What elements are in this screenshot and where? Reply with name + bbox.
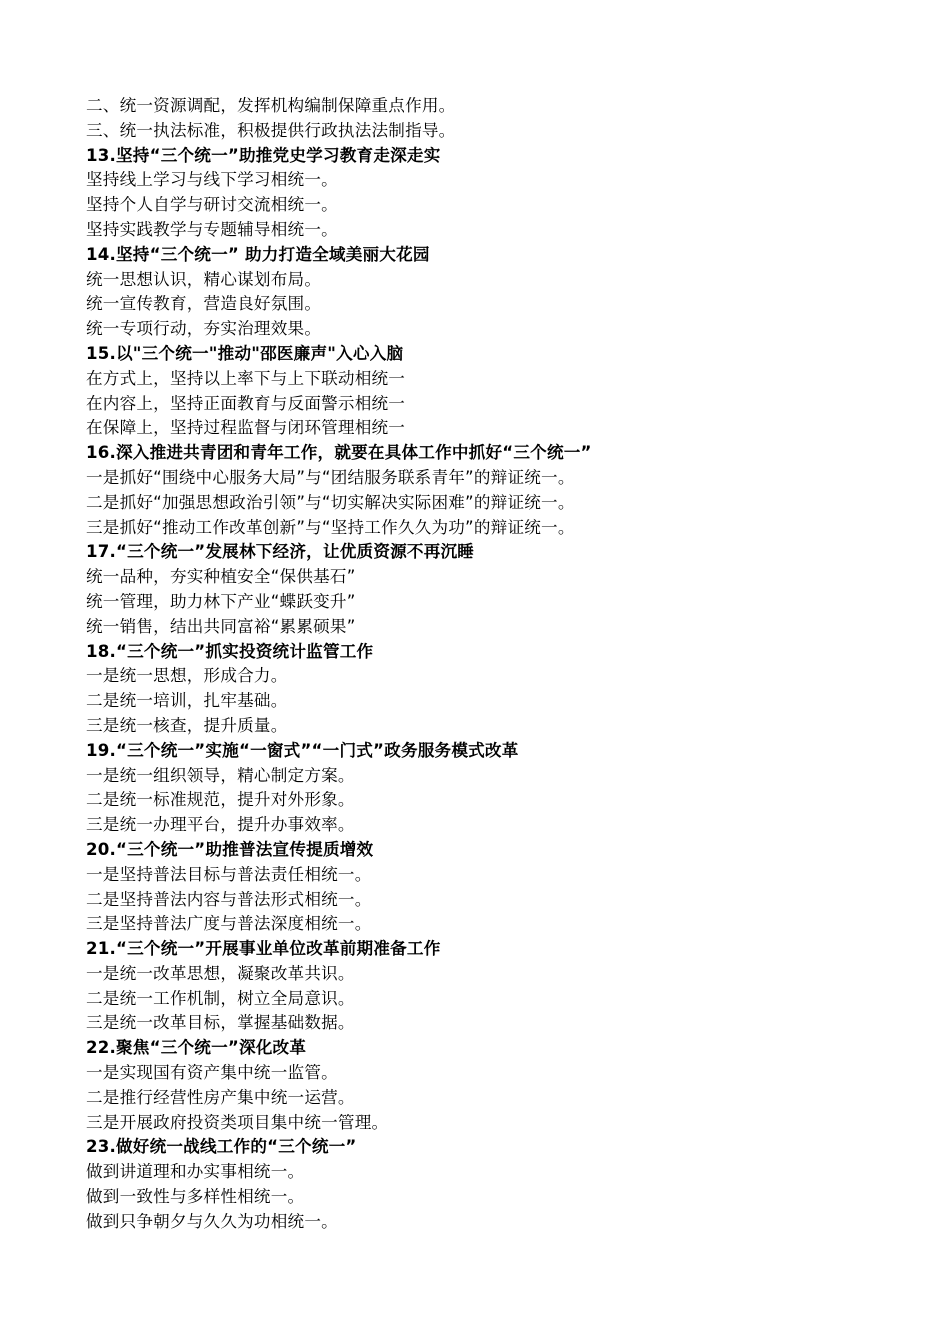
text-line: 三是开展政府投资类项目集中统一管理。 [86, 1112, 389, 1132]
section-heading: 23.做好统一战线工作的“三个统一” [86, 1137, 357, 1157]
text-line: 统一思想认识，精心谋划布局。 [86, 269, 322, 289]
text-line: 二是统一培训，扎牢基础。 [86, 691, 288, 711]
section-heading: 19.“三个统一”实施“一窗式”“一门式”政务服务模式改革 [86, 740, 519, 760]
text-line: 一是实现国有资产集中统一监管。 [86, 1063, 338, 1083]
text-line: 坚持个人自学与研讨交流相统一。 [86, 195, 338, 215]
text-line: 一是坚持普法目标与普法责任相统一。 [86, 864, 372, 884]
section-heading: 16.深入推进共青团和青年工作，就要在具体工作中抓好“三个统一” [86, 443, 592, 463]
text-line: 做到讲道理和办实事相统一。 [86, 1162, 305, 1182]
text-line: 一是统一思想，形成合力。 [86, 666, 288, 686]
text-line: 二是统一标准规范，提升对外形象。 [86, 790, 355, 810]
text-line: 三是坚持普法广度与普法深度相统一。 [86, 914, 372, 934]
text-line: 统一专项行动，夯实治理效果。 [86, 319, 322, 339]
text-line: 二是坚持普法内容与普法形式相统一。 [86, 889, 372, 909]
text-line: 坚持线上学习与线下学习相统一。 [86, 170, 338, 190]
section-heading: 13.坚持“三个统一”助推党史学习教育走深走实 [86, 145, 441, 165]
text-line: 二是推行经营性房产集中统一运营。 [86, 1087, 355, 1107]
text-line: 坚持实践教学与专题辅导相统一。 [86, 219, 338, 239]
section-heading: 14.坚持“三个统一” 助力打造全域美丽大花园 [86, 244, 430, 264]
text-line: 做到一致性与多样性相统一。 [86, 1187, 305, 1207]
text-line: 一是统一改革思想，凝聚改革共识。 [86, 963, 355, 983]
text-line: 三是统一核查，提升质量。 [86, 715, 288, 735]
text-line: 统一宣传教育，营造良好氛围。 [86, 294, 322, 314]
text-line: 在保障上，坚持过程监督与闭环管理相统一 [86, 418, 406, 438]
document-body [86, 94, 906, 1235]
section-heading: 21.“三个统一”开展事业单位改革前期准备工作 [86, 939, 441, 959]
section-heading: 20.“三个统一”助推普法宣传提质增效 [86, 839, 374, 859]
section-heading: 22.聚焦“三个统一”深化改革 [86, 1038, 307, 1058]
text-line: 二是统一工作机制，树立全局意识。 [86, 988, 355, 1008]
text-line: 一是抓好“围绕中心服务大局”与“团结服务联系青年”的辩证统一。 [86, 467, 575, 487]
text-line: 一是统一组织领导，精心制定方案。 [86, 765, 355, 785]
text-line: 在内容上，坚持正面教育与反面警示相统一 [86, 393, 406, 413]
text-line: 三是统一改革目标，掌握基础数据。 [86, 1013, 355, 1033]
text-line: 统一销售，结出共同富裕“累累硕果” [86, 616, 356, 636]
text-line: 三是抓好“推动工作改革创新”与“坚持工作久久为功”的辩证统一。 [86, 517, 575, 537]
text-line: 在方式上，坚持以上率下与上下联动相统一 [86, 368, 406, 388]
text-line: 统一管理，助力林下产业“蝶跃变升” [86, 591, 356, 611]
text-line: 二是抓好“加强思想政治引领”与“切实解决实际困难”的辩证统一。 [86, 492, 575, 512]
text-line: 统一品种，夯实种植安全“保供基石” [86, 567, 356, 587]
text-line: 二、统一资源调配，发挥机构编制保障重点作用。 [86, 96, 456, 115]
section-heading: 15.以"三个统一"推动"邵医廉声"入心入脑 [86, 343, 404, 363]
section-heading: 17.“三个统一”发展林下经济，让优质资源不再沉睡 [86, 542, 475, 562]
text-line: 做到只争朝夕与久久为功相统一。 [86, 1211, 338, 1231]
text-line: 三、统一执法标准，积极提供行政执法法制指导。 [86, 120, 456, 140]
text-line: 三是统一办理平台，提升办事效率。 [86, 815, 355, 835]
section-heading: 18.“三个统一”抓实投资统计监管工作 [86, 641, 374, 661]
